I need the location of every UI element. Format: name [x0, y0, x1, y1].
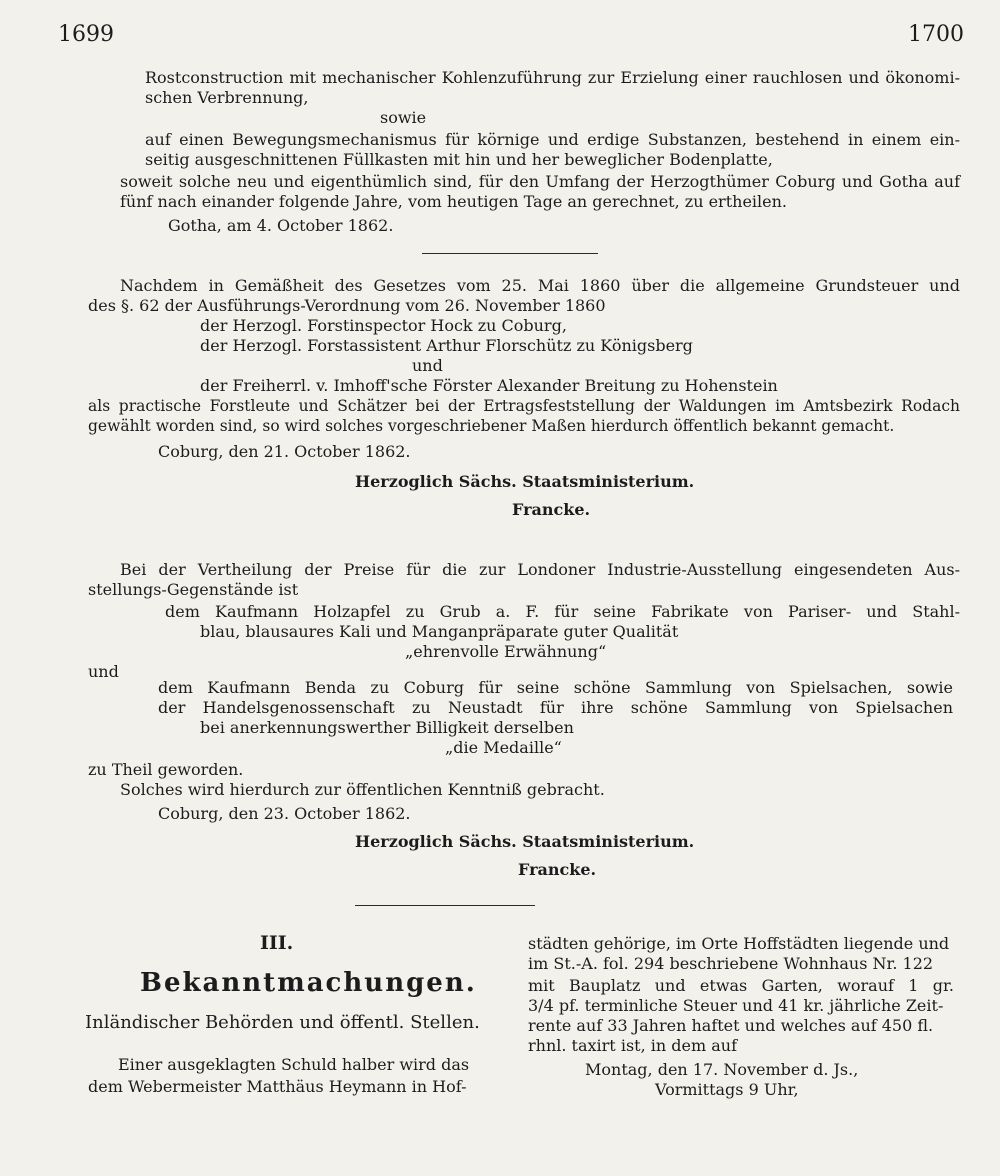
text-line: soweit solche neu und eigenthümlich sind, für den Umfang der Herzogthümer Coburg und Gotha auf	[120, 172, 960, 191]
section-number: III.	[260, 932, 294, 954]
text-line: und	[88, 662, 119, 681]
text-line: dem Webermeister Matthäus Heymann in Hof-	[88, 1077, 467, 1096]
date-line: Coburg, den 23. October 1862.	[158, 804, 411, 823]
text-line: als practische Forstleute und Schätzer bei der Ertragsfeststellung der Waldungen im Amtsbezirk Rodach	[88, 397, 960, 415]
text-line: auf einen Bewegungsmechanismus für körnige und erdige Substanzen, bestehend in einem ein-	[145, 130, 960, 149]
text-line: Bei der Vertheilung der Preise für die zur Londoner Industrie-Ausstellung eingesendeten Aus-	[120, 560, 960, 579]
text-line: Solches wird hierdurch zur öffentlichen Kenntniß gebracht.	[120, 780, 605, 799]
text-line: dem Kaufmann Holzapfel zu Grub a. F. für seine Fabrikate von Pariser- und Stahl-	[165, 602, 960, 621]
text-line: Nachdem in Gemäßheit des Gesetzes vom 25. Mai 1860 über die allgemeine Grundsteuer und	[120, 276, 960, 295]
text-line: sowie	[380, 108, 427, 127]
award-honorable-mention: „ehrenvolle Erwähnung“	[405, 642, 607, 661]
signature-name: Francke.	[512, 500, 591, 519]
text-line: stellungs-Gegenstände ist	[88, 580, 299, 599]
text-line: rhnl. taxirt ist, in dem auf	[528, 1036, 737, 1055]
signature-org: Herzoglich Sächs. Staatsministerium.	[355, 832, 695, 851]
page-number-right: 1700	[908, 22, 964, 47]
text-line: der Herzogl. Forstassistent Arthur Florschütz zu Königsberg	[200, 336, 693, 355]
text-line: der Freiherrl. v. Imhoff'sche Förster Alexander Breitung zu Hohenstein	[200, 376, 778, 395]
text-line: dem Kaufmann Benda zu Coburg für seine schöne Sammlung von Spielsachen, sowie	[158, 678, 953, 697]
section-divider	[355, 905, 535, 906]
text-line: städten gehörige, im Orte Hoffstädten liegende und	[528, 934, 950, 953]
date-line: Coburg, den 21. October 1862.	[158, 442, 411, 461]
text-line: Einer ausgeklagten Schuld halber wird das	[118, 1055, 470, 1074]
text-line: und	[412, 356, 443, 375]
date-line: Gotha, am 4. October 1862.	[168, 216, 394, 235]
text-line: rente auf 33 Jahren haftet und welches auf 450 fl.	[528, 1016, 934, 1035]
text-line: 3/4 pf. terminliche Steuer und 41 kr. jährliche Zeit-	[528, 996, 944, 1015]
text-line: bei anerkennungswerther Billigkeit derselben	[200, 718, 574, 737]
section-title: Bekanntmachungen.	[140, 968, 477, 998]
section-divider	[422, 253, 598, 254]
text-line: im St.-A. fol. 294 beschriebene Wohnhaus Nr. 122	[528, 954, 934, 973]
text-line: schen Verbrennung,	[145, 88, 309, 107]
text-line: der Herzogl. Forstinspector Hock zu Coburg,	[200, 316, 567, 335]
text-line: mit Bauplatz und etwas Garten, worauf 1 gr.	[528, 976, 954, 995]
text-line: gewählt worden sind, so wird solches vorgeschriebener Maßen hierdurch öffentlich bekannt gemacht.	[88, 417, 895, 435]
text-line: des §. 62 der Ausführungs-Verordnung vom 26. November 1860	[88, 296, 606, 315]
text-line: fünf nach einander folgende Jahre, vom heutigen Tage an gerechnet, zu ertheilen.	[120, 192, 787, 211]
text-line: Rostconstruction mit mechanischer Kohlenzuführung zur Erzielung einer rauchlosen und ökonomi-	[145, 68, 960, 87]
section-subtitle: Inländischer Behörden und öffentl. Stellen.	[85, 1012, 480, 1033]
text-line: seitig ausgeschnittenen Füllkasten mit hin und her beweglicher Bodenplatte,	[145, 150, 773, 169]
page-number-left: 1699	[58, 22, 114, 47]
auction-time: Vormittags 9 Uhr,	[655, 1080, 799, 1099]
text-line: der Handelsgenossenschaft zu Neustadt für ihre schöne Sammlung von Spielsachen	[158, 698, 953, 717]
award-medal: „die Medaille“	[445, 738, 562, 757]
signature-name: Francke.	[518, 860, 597, 879]
text-line: blau, blausaures Kali und Manganpräparate guter Qualität	[200, 622, 679, 641]
signature-org: Herzoglich Sächs. Staatsministerium.	[355, 472, 695, 491]
text-line: zu Theil geworden.	[88, 760, 244, 779]
auction-date: Montag, den 17. November d. Js.,	[585, 1060, 859, 1079]
